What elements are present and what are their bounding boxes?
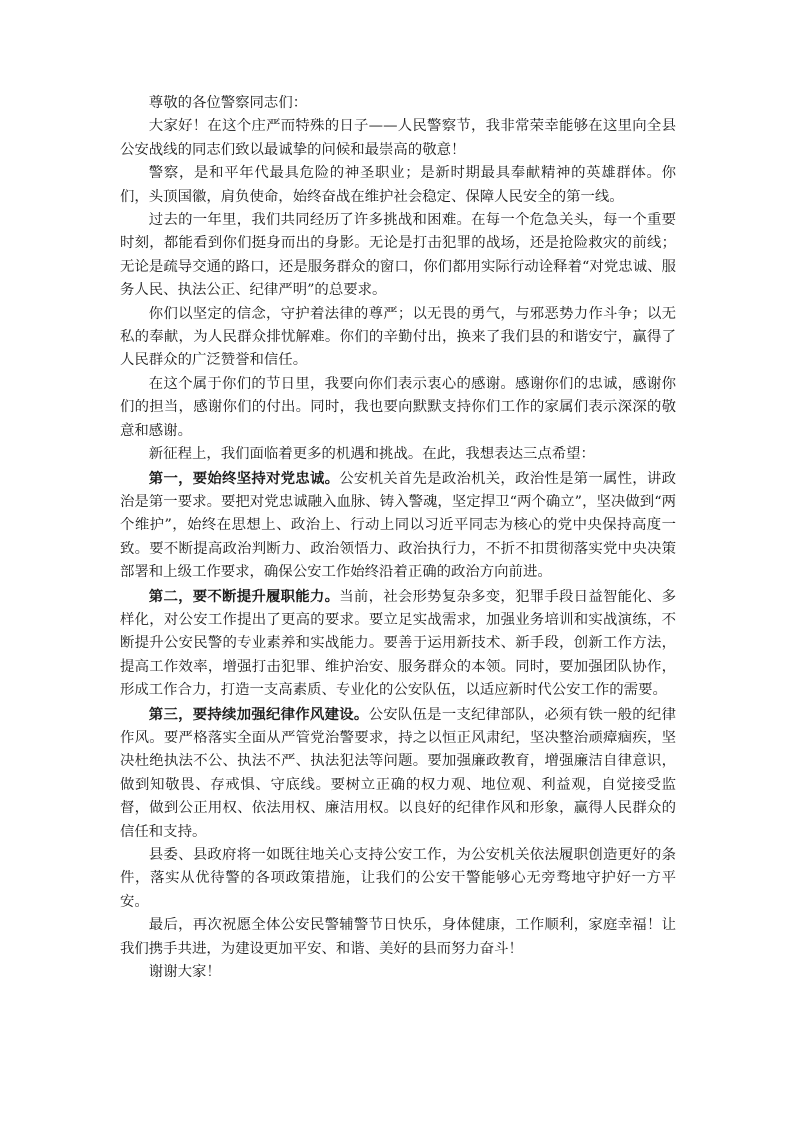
- paragraph-police-role: 警察，是和平年代最具危险的神圣职业；是新时期最具奉献精神的英雄群体。你们，头顶国徽，肩负使命，始终奋战在维护社会稳定、保障人民安全的第一线。: [120, 165, 676, 205]
- salutation: 尊敬的各位警察同志们：: [148, 95, 308, 111]
- paragraph-hope-discipline: [120, 703, 676, 844]
- paragraph-dedication: 你们以坚定的信念，守护着法律的尊严；以无畏的勇气，与邪恶势力作斗争；以无私的奉献，为人民群众排忧解难。你们的辛勤付出，换来了我们县的和谐安宁，赢得了人民群众的广泛赞誉和信任。: [120, 305, 676, 369]
- hope-loyalty-body: 公安机关首先是政治机关，政治性是第一属性，讲政治是第一要求。要把对党忠诚融入血脉、铸入警魂，坚定捍卫“两个确立”，坚决做到“两个维护”，始终在思想上、政治上、行动上同以习近平同志为核心的党中央保持高度一致。要不断提高政治判断力、政治领悟力、政治执行力，不折不扣贯彻落实党中央决策部署和上级工作要求，确保公安工作始终沿着正确的政治方向前进。: [120, 470, 676, 581]
- paragraph-hope-capability: [120, 585, 676, 703]
- paragraph-greeting: 大家好！在这个庄严而特殊的日子——人民警察节，我非常荣幸能够在这里向全县公安战线的同志们致以最诚挚的问候和最崇高的敬意！: [120, 118, 676, 158]
- paragraph-hope-loyalty: [120, 467, 676, 585]
- hope-discipline-heading: 第三，要持续加强纪律作风建设。: [148, 705, 369, 723]
- paragraph-thanks: 在这个属于你们的节日里，我要向你们表示衷心的感谢。感谢你们的忠诚，感谢你们的担当，感谢你们的付出。同时，我也要向默默支持你们工作的家属们表示深深的敬意和感谢。: [120, 375, 676, 439]
- closing-thanks: 谢谢大家！: [148, 964, 221, 981]
- paragraph-support: 县委、县政府将一如既往地关心支持公安工作，为公安机关依法履职创造更好的条件，落实从优待警的各项政策措施，让我们的公安干警能够心无旁骛地守护好一方平安。: [120, 847, 676, 910]
- hope-capability-body: 当前，社会形势复杂多变，犯罪手段日益智能化、多样化，对公安工作提出了更高的要求。要立足实战需求，加强业务培训和实战演练，不断提升公安民警的专业素养和实战能力。要善于运用新技术、新手段，创新工作方法，提高工作效率，增强打击犯罪、维护治安、服务群众的本领。同时，要加强团队协作，形成工作合力，打造一支高素质、专业化的公安队伍，以适应新时代公安工作的需要。: [120, 588, 676, 699]
- paragraph-wishes: 最后，再次祝愿全体公安民警辅警节日快乐，身体健康，工作顺利，家庭幸福！让我们携手共进，为建设更加平安、和谐、美好的县而努力奋斗！: [120, 917, 676, 957]
- hope-capability-heading: 第二，要不断提升履职能力。: [148, 587, 340, 605]
- hope-loyalty-heading: 第一，要始终坚持对党忠诚。: [148, 469, 340, 487]
- hope-discipline-body: 公安队伍是一支纪律部队，必须有铁一般的纪律作风。要严格落实全面从严管党治警要求，持之以恒正风肃纪，坚决整治顽瘴痼疾，坚决杜绝执法不公、执法不严、执法犯法等问题。要加强廉政教育，增强廉洁自律意识，做到知敬畏、存戒惧、守底线。要树立正确的权力观、地位观、利益观，自觉接受监督，做到公正用权、依法用权、廉洁用权。以良好的纪律作风和形象，赢得人民群众的信任和支持。: [120, 706, 676, 840]
- document-page: [120, 92, 676, 984]
- paragraph-past-year: 过去的一年里，我们共同经历了许多挑战和困难。在每一个危急关头，每一个重要时刻，都能看到你们挺身而出的身影。无论是打击犯罪的战场，还是抢险救灾的前线；无论是疏导交通的路口，还是服务群众的窗口，你们都用实际行动诠释着“对党忠诚、服务人民、执法公正、纪律严明”的总要求。: [120, 212, 676, 299]
- paragraph-hopes-intro: 新征程上，我们面临着更多的机遇和挑战。在此，我想表达三点希望：: [148, 446, 595, 463]
